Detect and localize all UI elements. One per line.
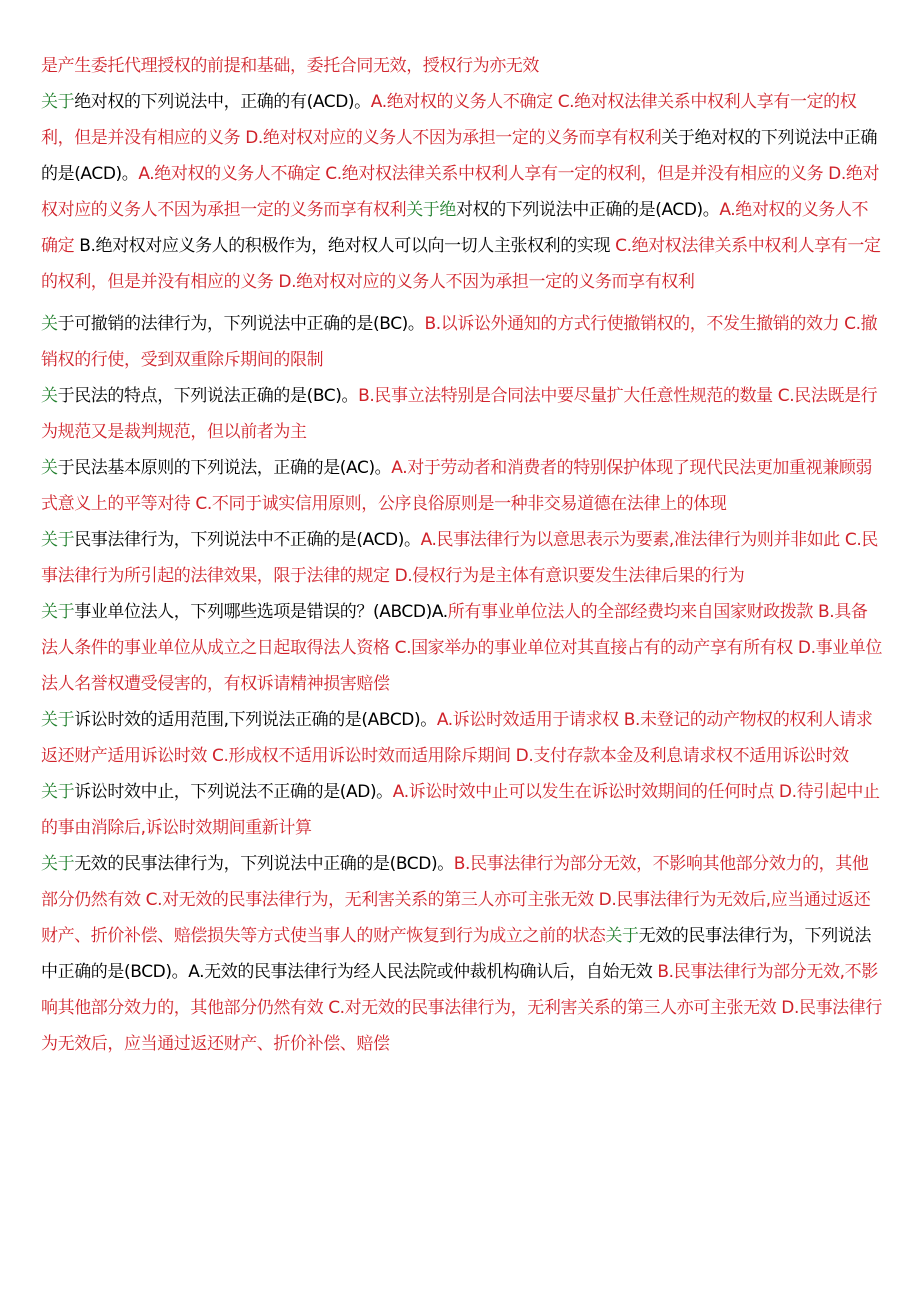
question-text: 于民法基本原则的下列说法，正确的是(AC)。 [57,458,392,478]
question-text: 无效的民事法律行为，下列说法中正确的是(BCD)。A.无效的民事法律行为经人民法院或仲裁机构确认后，自始无效 [41,926,872,982]
keyword-text: 关于 [41,710,75,730]
answer-text: C.绝对权法律关系中权利人享有一定的权利，但是并没有相应的义务 D.绝对权对应的义务人不因为承担一定的义务而享有权利 [41,236,881,292]
paragraph-basic-principles [41,450,882,522]
paragraph-public-institution [41,594,882,702]
paragraph-civil-juristic-act [41,522,882,594]
answer-text: B.民事法律行为部分无效，不影响其他部分效力的，其他部分仍然有效 C.对无效的民事法律行为，无利害关系的第三人亦可主张无效 D.民事法律行为无效后,应当通过返还财产、折价补偿、赔偿损失等方式使当事人的财产恢复到行为成立之前的状态 [41,854,871,946]
keyword-text: 关于绝 [406,200,457,220]
keyword-text: 关于 [41,92,75,112]
paragraph-1 [41,48,882,84]
answer-text: A.绝对权的义务人不确定 C.绝对权法律关系中权利人享有一定的权利，但是并没有相应的义务 D.绝对权对应的义务人不因为承担一定的义务而享有权利 [41,164,880,220]
answer-text: A.绝对权的义务人不确定 [41,200,869,256]
option-text: B.绝对权对应义务人的积极作为，绝对权人可以向一切人主张权利的实现 [79,236,616,256]
question-text: 绝对权的下列说法中，正确的有(ACD)。 [74,92,371,112]
answer-text: A.诉讼时效适用于请求权 B.未登记的动产物权的权利人请求返还财产适用诉讼时效 C.形成权不适用诉讼时效而适用除斥期间 D.支付存款本金及利息请求权不适用诉讼时效 [41,710,873,766]
paragraph-void-act [41,846,882,1062]
paragraph-limitation-suspension [41,774,882,846]
question-text: 诉讼时效的适用范围,下列说法正确的是(ABCD)。 [74,710,437,730]
question-text: 于可撤销的法律行为，下列说法中正确的是(BC)。 [57,314,425,334]
question-text: 关于绝对权的下列说法中正确的是(ACD)。 [41,128,878,184]
question-text: 事业单位法人，下列哪些选项是错误的？(ABCD)A. [74,602,448,622]
keyword-text: 关于 [605,926,639,946]
paragraph-limitation-scope [41,702,882,774]
answer-text: B.民事立法特别是合同法中要尽量扩大任意性规范的数量 C.民法既是行为规范又是裁判规范，但以前者为主 [41,386,878,442]
keyword-text: 关于 [41,530,75,550]
answer-text: A.民事法律行为以意思表示为要素,准法律行为则并非如此 C.民事法律行为所引起的法律效果，限于法律的规定 D.侵权行为是主体有意识要发生法律后果的行为 [41,530,878,586]
answer-text: 所有事业单位法人的全部经费均来自国家财政拨款 B.具备法人条件的事业单位从成立之日起取得法人资格 C.国家举办的事业单位对其直接占有的动产享有所有权 D.事业单位法人名誉权遭受侵害的，有权诉请精神损害赔偿 [41,602,882,694]
paragraph-absolute-right [41,84,882,300]
question-text: 于民法的特点，下列说法正确的是(BC)。 [57,386,359,406]
keyword-text: 关于 [41,782,75,802]
keyword-text: 关 [41,314,58,334]
question-text: 民事法律行为，下列说法中不正确的是(ACD)。 [74,530,421,550]
keyword-text: 关于 [41,602,75,622]
keyword-text: 关于 [41,854,75,874]
keyword-text: 关 [41,386,58,406]
answer-text: B.以诉讼外通知的方式行使撤销权的，不发生撤销的效力 C.撤销权的行使，受到双重除斥期间的限制 [41,314,878,370]
answer-text: A.对于劳动者和消费者的特别保护体现了现代民法更加重视兼顾弱式意义上的平等对待 C.不同于诚实信用原则，公序良俗原则是一种非交易道德在法律上的体现 [41,458,873,514]
keyword-text: 关 [41,458,58,478]
question-text: 诉讼时效中止，下列说法不正确的是(AD)。 [74,782,393,802]
answer-text: A.绝对权的义务人不确定 C.绝对权法律关系中权利人享有一定的权利，但是并没有相应的义务 D.绝对权对应的义务人不因为承担一定的义务而享有权利 [41,92,857,148]
question-text: 对权的下列说法中正确的是(ACD)。 [456,200,720,220]
answer-text: A.诉讼时效中止可以发生在诉讼时效期间的任何时点 D.待引起中止的事由消除后,诉讼时效期间重新计算 [41,782,880,838]
paragraph-civil-law-features [41,378,882,450]
answer-text: 是产生委托代理授权的前提和基础，委托合同无效，授权行为亦无效 [41,56,539,76]
question-text: 无效的民事法律行为，下列说法中正确的是(BCD)。 [74,854,454,874]
answer-text: B.民事法律行为部分无效,不影响其他部分效力的，其他部分仍然有效 C.对无效的民事法律行为，无利害关系的第三人亦可主张无效 D.民事法律行为无效后，应当通过返还财产、折价补偿、赔偿 [41,962,882,1054]
paragraph-revocable-act [41,306,882,378]
